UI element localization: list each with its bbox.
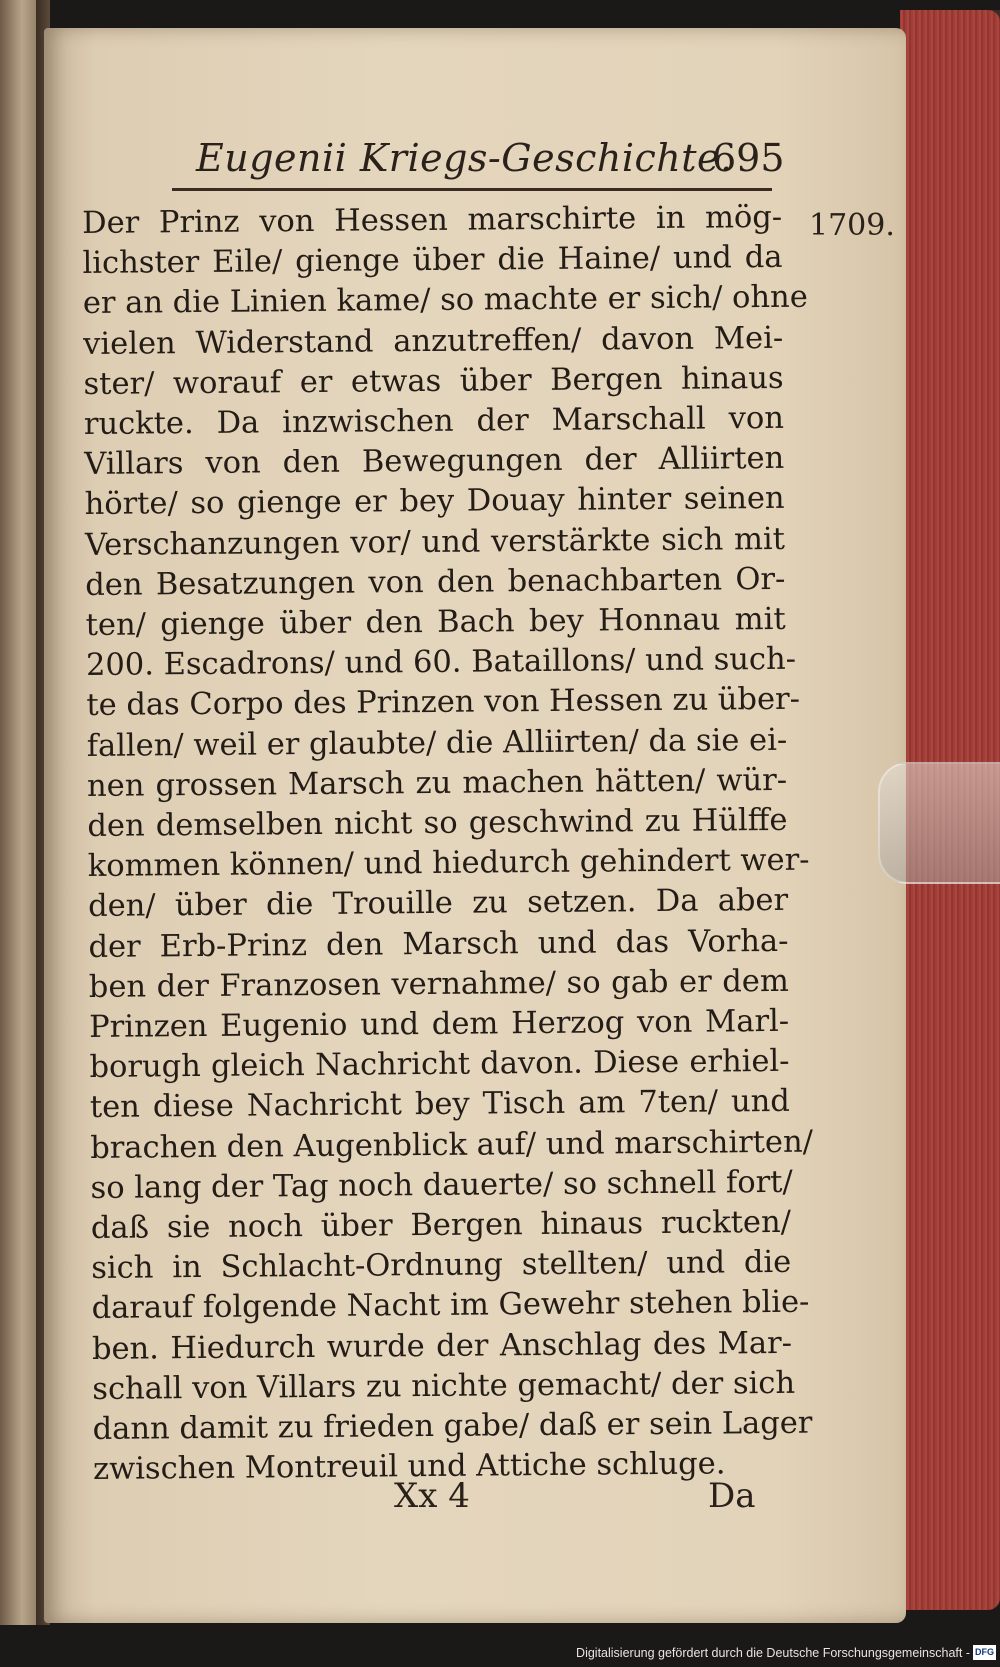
text-line: ten/ gienge über den Bach bey Honnau mit <box>85 601 786 644</box>
signature-mark: Xx 4 <box>394 1476 470 1516</box>
text-line: vielen Widerstand anzutreffen/ davon Mei- <box>83 320 784 362</box>
text-line: fallen/ weil er glaubte/ die Alliirten/ da sie ei- <box>86 722 788 764</box>
text-line: hörte/ so gienge er bey Douay hinter seinen <box>84 481 785 523</box>
text-line: darauf folgende Nacht im Gewehr stehen blie- <box>91 1285 810 1327</box>
text-line: Prinzen Eugenio und dem Herzog von Marl- <box>89 1003 790 1046</box>
page-number: 695 <box>712 136 785 180</box>
dfg-logo: DFG <box>973 1645 996 1660</box>
text-line: sich in Schlacht-Ordnung stellten/ und die <box>91 1245 792 1287</box>
text-line: der Erb-Prinz den Marsch und das Vorha- <box>88 923 789 965</box>
running-head: Eugenii Kriegs-Geschichte. <box>196 136 733 180</box>
margin-year-note: 1709. <box>809 208 895 243</box>
text-line: schall von Villars zu nichte gemacht/ der sich <box>92 1365 796 1407</box>
text-line: brachen den Augenblick auf/ und marschirten/ <box>90 1124 814 1166</box>
text-line: nen grossen Marsch zu machen hätten/ wür- <box>86 762 788 804</box>
text-line: daß sie noch über Bergen hinaus ruckten/ <box>90 1204 792 1247</box>
previous-page-edge <box>0 0 40 1625</box>
catchword: Da <box>708 1476 756 1516</box>
text-line: te das Corpo des Prinzen von Hessen zu über- <box>86 682 801 724</box>
text-line: den demselben nicht so geschwind zu Hülffe <box>87 802 788 845</box>
text-line: ben der Franzosen vernahme/ so gab er dem <box>88 963 789 1005</box>
text-line: borugh gleich Nachricht davon. Diese erhiel- <box>89 1044 790 1086</box>
text-line: lichster Eile/ gienge über die Haine/ und da <box>82 240 783 282</box>
text-line: 200. Escadrons/ und 60. Bataillons/ und such- <box>85 642 797 684</box>
text-line: ruckte. Da inzwischen der Marschall von <box>83 400 785 443</box>
text-line: kommen können/ und hiedurch gehindert wer- <box>87 842 810 885</box>
text-line: ster/ worauf er etwas über Bergen hinaus <box>83 360 784 402</box>
text-line: den/ über die Trouille zu setzen. Da aber <box>87 883 789 925</box>
text-line: ten diese Nachricht bey Tisch am 7ten/ und <box>89 1084 791 1126</box>
text-line: Verschanzungen vor/ und verstärkte sich mit <box>84 521 786 563</box>
book-page <box>44 28 906 1623</box>
text-line: ben. Hiedurch wurde der Anschlag des Mar- <box>91 1325 793 1367</box>
body-text <box>82 198 814 1491</box>
text-line: Villars von den Bewegungen der Alliirten <box>84 441 785 483</box>
funding-notice: Digitalisierung gefördert durch die Deutsche Forschungsgemeinschaft - <box>576 1646 970 1660</box>
header-rule <box>172 188 772 191</box>
text-line: dann damit zu frieden gabe/ daß er sein Lager <box>92 1405 813 1448</box>
text-line: Der Prinz von Hessen marschirte in mög- <box>82 199 783 241</box>
footer-bar <box>0 1642 1000 1667</box>
text-line: so lang der Tag noch dauerte/ so schnell fort/ <box>90 1164 793 1206</box>
page-clip <box>878 762 1000 884</box>
text-line: zwischen Montreuil und Attiche schluge. <box>92 1446 726 1488</box>
text-line: er an die Linien kame/ so machte er sich/ ohne <box>82 280 808 322</box>
text-line: den Besatzungen von den benachbarten Or- <box>85 561 786 603</box>
